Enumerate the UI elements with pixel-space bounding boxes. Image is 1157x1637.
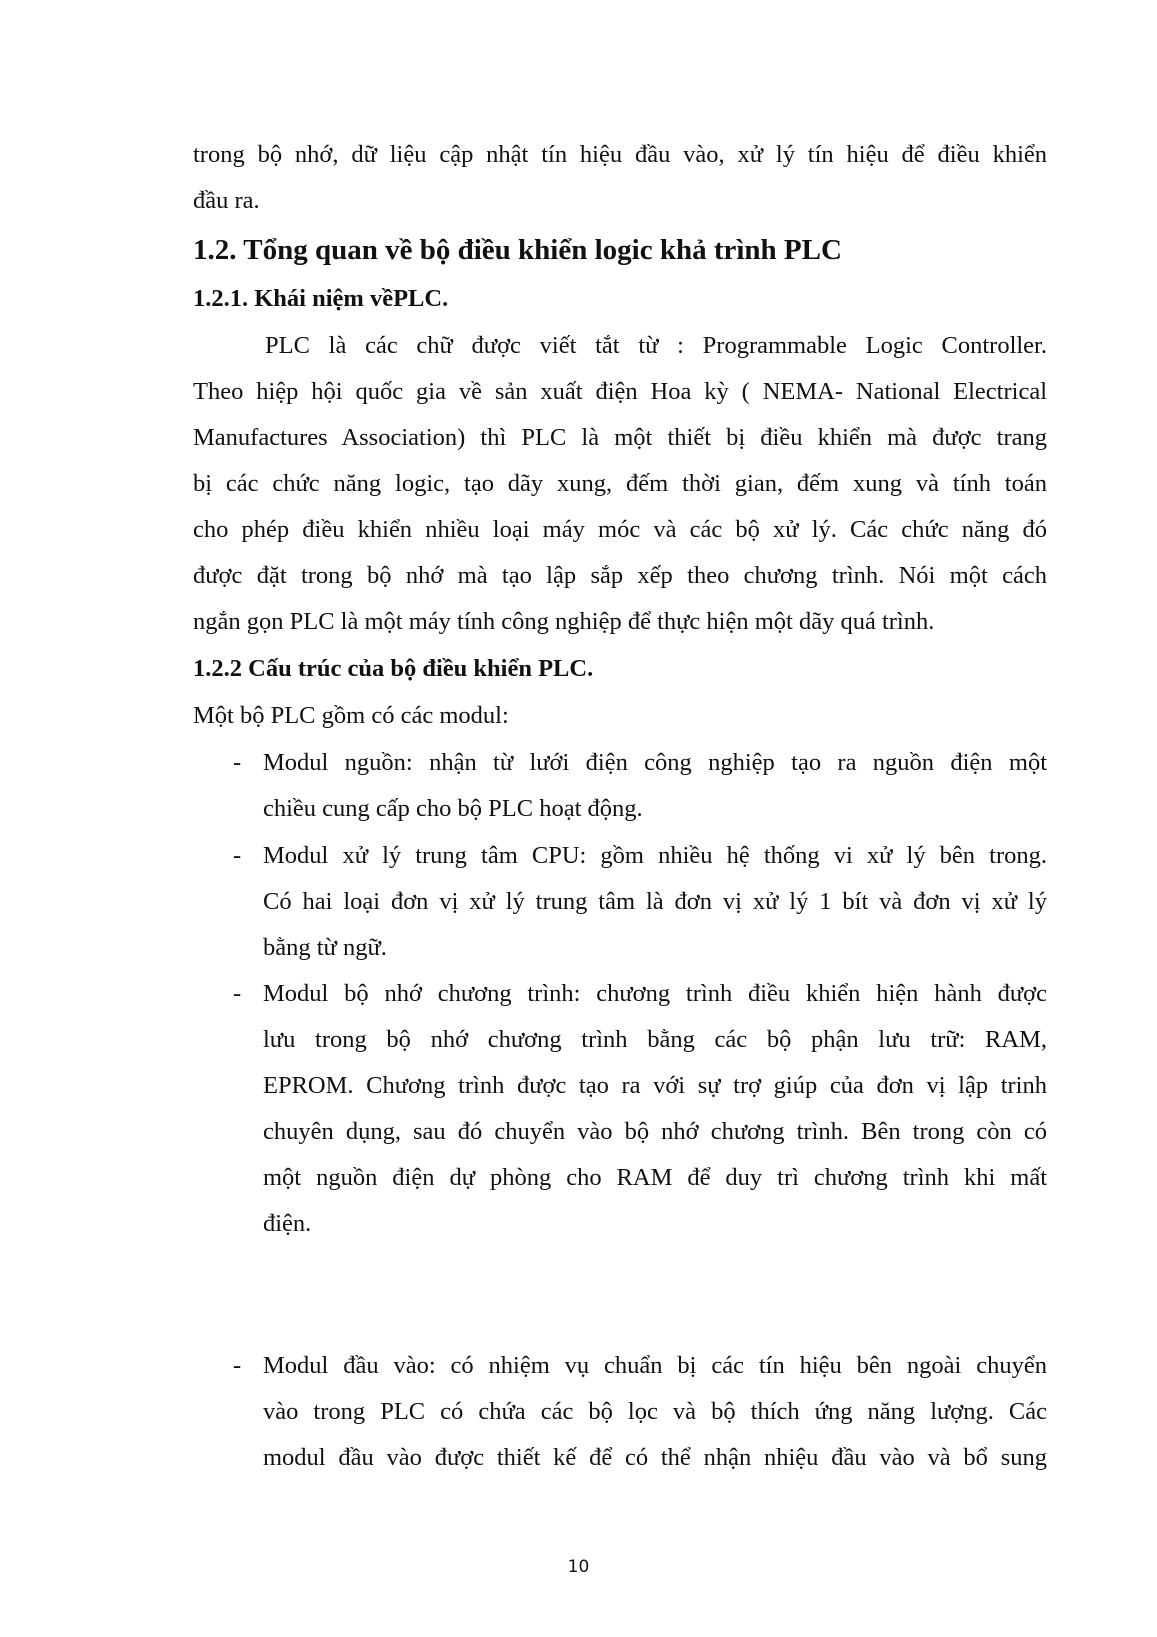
list-item-power-line-2: chiều cung cấp cho bộ PLC hoạt động. xyxy=(263,795,643,822)
list-bullet: - xyxy=(233,842,242,869)
list-item-input-line-2: vào trong PLC có chứa các bộ lọc và bộ thích ứng năng lượng. Các xyxy=(263,1398,1047,1425)
list-item-cpu-line-3: bằng từ ngữ. xyxy=(263,934,387,961)
subsection-1-heading: 1.2.1. Khái niệm vềPLC. xyxy=(193,285,449,312)
list-bullet: - xyxy=(233,980,242,1007)
list-bullet: - xyxy=(233,1352,242,1379)
paragraph-line-4: bị các chức năng logic, tạo dãy xung, đếm thời gian, đếm xung và tính toán xyxy=(193,470,1047,497)
list-item-power-line-1: Modul nguồn: nhận từ lưới điện công nghiệp tạo ra nguồn điện một xyxy=(263,749,1047,776)
list-item-memory-line-3: EPROM. Chương trình được tạo ra với sự trợ giúp của đơn vị lập trinh xyxy=(263,1072,1047,1099)
subsection-2-heading: 1.2.2 Cấu trúc của bộ điều khiển PLC. xyxy=(193,655,594,682)
list-item-memory-line-2: lưu trong bộ nhớ chương trình bằng các bộ phận lưu trữ: RAM, xyxy=(263,1026,1047,1053)
paragraph-line-1: PLC là các chữ được viết tắt từ : Programmable Logic Controller. xyxy=(265,332,1047,359)
paragraph-line-5: cho phép điều khiển nhiều loại máy móc và các bộ xử lý. Các chức năng đó xyxy=(193,516,1047,543)
list-bullet: - xyxy=(233,749,242,776)
modules-intro: Một bộ PLC gồm có các modul: xyxy=(193,702,509,729)
paragraph-line-6: được đặt trong bộ nhớ mà tạo lập sắp xếp theo chương trình. Nói một cách xyxy=(193,562,1047,589)
paragraph-line-7: ngắn gọn PLC là một máy tính công nghiệp để thực hiện một dãy quá trình. xyxy=(193,608,935,635)
page-number: 10 xyxy=(567,1557,590,1577)
paragraph-line-2: Theo hiệp hội quốc gia về sản xuất điện Hoa kỳ ( NEMA- National Electrical xyxy=(193,378,1047,405)
list-item-input-line-1: Modul đầu vào: có nhiệm vụ chuẩn bị các tín hiệu bên ngoài chuyển xyxy=(263,1352,1047,1379)
list-item-memory-line-6: điện. xyxy=(263,1210,312,1237)
list-item-cpu-line-1: Modul xử lý trung tâm CPU: gồm nhiều hệ thống vi xử lý bên trong. xyxy=(263,842,1047,869)
section-heading: 1.2. Tổng quan về bộ điều khiển logic khả trình PLC xyxy=(193,234,842,266)
intro-line-1: trong bộ nhớ, dữ liệu cập nhật tín hiệu đầu vào, xử lý tín hiệu để điều khiển xyxy=(193,141,1047,168)
list-item-memory-line-5: một nguồn điện dự phòng cho RAM để duy trì chương trình khi mất xyxy=(263,1164,1047,1191)
paragraph-line-3: Manufactures Association) thì PLC là một thiết bị điều khiển mà được trang xyxy=(193,424,1047,451)
list-item-cpu-line-2: Có hai loại đơn vị xử lý trung tâm là đơn vị xử lý 1 bít và đơn vị xử lý xyxy=(263,888,1047,915)
intro-line-2: đầu ra. xyxy=(193,187,260,214)
list-item-memory-line-4: chuyên dụng, sau đó chuyển vào bộ nhớ chương trình. Bên trong còn có xyxy=(263,1118,1047,1145)
list-item-memory-line-1: Modul bộ nhớ chương trình: chương trình điều khiển hiện hành được xyxy=(263,980,1047,1007)
list-item-input-line-3: modul đầu vào được thiết kế để có thể nhận nhiệu đầu vào và bổ sung xyxy=(263,1444,1047,1471)
